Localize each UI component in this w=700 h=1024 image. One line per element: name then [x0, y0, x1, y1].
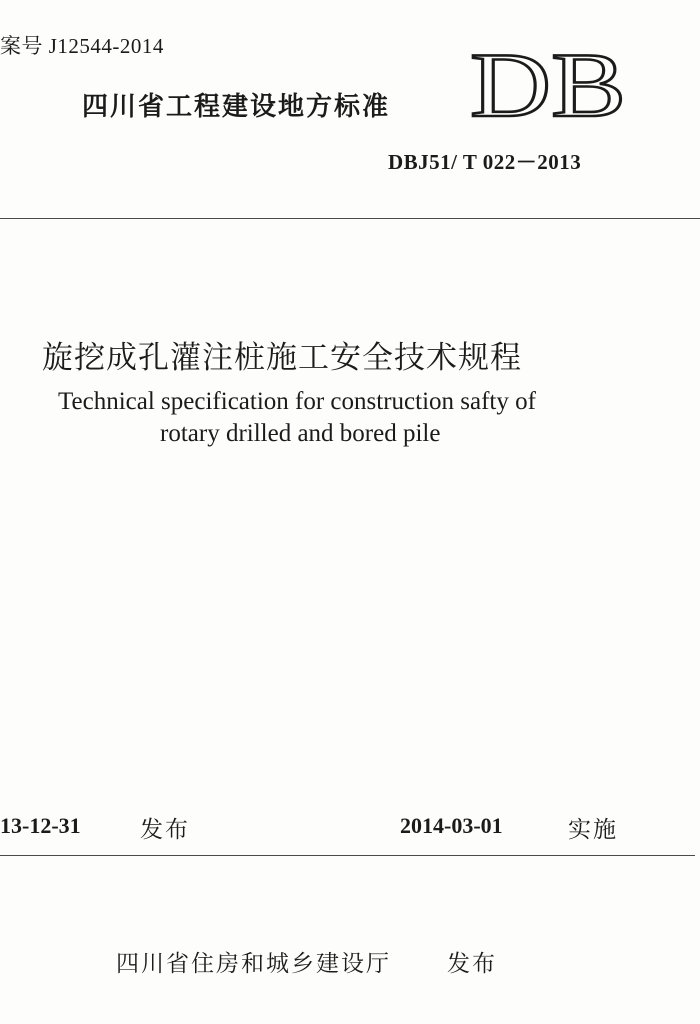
- title-english-line1: Technical specification for construction safty of: [58, 388, 536, 415]
- record-number: 案号 J12544-2014: [0, 34, 164, 58]
- title-chinese: 旋挖成孔灌注桩施工安全技术规程: [42, 340, 522, 375]
- implementation-label: 实施: [568, 816, 618, 842]
- issuer-action: 发布: [447, 950, 497, 976]
- issuer: 四川省住房和城乡建设厅: [116, 950, 391, 976]
- title-english-line2: rotary drilled and bored pile: [160, 420, 441, 447]
- bottom-divider: [0, 855, 695, 856]
- db-logo: [470, 44, 630, 124]
- db-logo-text: DB: [470, 44, 626, 124]
- implementation-date: 2014-03-01: [400, 813, 503, 838]
- issue-date: 13-12-31: [0, 813, 81, 838]
- provincial-standard-label: 四川省工程建设地方标准: [82, 91, 391, 121]
- issue-label: 发布: [140, 816, 190, 842]
- standard-number: DBJ51/ T 022－2013: [388, 150, 582, 174]
- top-divider: [0, 218, 700, 219]
